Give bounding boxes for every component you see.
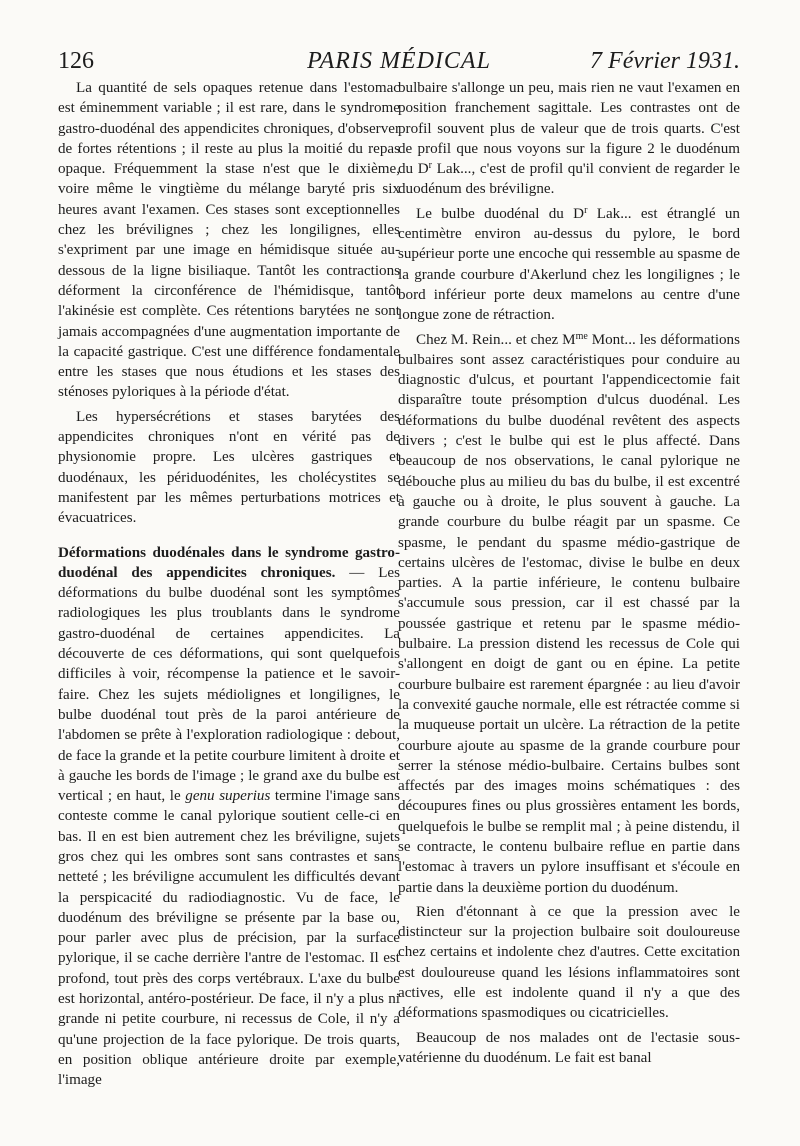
page-number: 126	[58, 48, 94, 74]
left-column	[58, 78, 400, 1095]
paragraph: Rien d'étonnant à ce que la pression avec le distincteur sur la projection bulbaire soit douloureuse chez certains et indolente chez d'autres. Cette excitation est douloureuse quand les lésions inflammatoires sont actives, elle est indolente quand il n'y a que des déformations spasmodiques ou cicatricielles.	[398, 903, 740, 1022]
journal-title: PARIS MÉDICAL	[307, 48, 491, 74]
section-heading: Déformations duodénales dans le syndrome gastro-duodénal des appendicites chroniques.	[58, 544, 400, 581]
paragraph: La quantité de sels opaques retenue dans l'estomac est éminemment variable ; il est rare, dans le syndrome gastro-duodénal des appendicites chroniques, d'observer de fortes rétentions ; il reste au plus la moitié du repas opaque. Fréquemment la stase n'est que le dixième, voire même le vingtième du mélange baryté pris six heures avant l'examen. Ces stases sont exceptionnelles chez les brévilignes ; chez les longilignes, elles s'expriment par une image en hémidisque située au-dessous de la ligne bisiliaque. Tantôt les contractions déforment la circonférence de l'hémidisque, tantôt l'akinésie est complète. Ces rétentions barytées ne sont jamais accompagnées d'une augmentation importante de la capacité gastrique. C'est une différence fondamentale entre les stases que nous étudions et les stases des sténoses pyloriques à la période d'état.	[58, 80, 400, 401]
right-column	[398, 78, 740, 1072]
paragraph: Les hypersécrétions et stases barytées des appendicites chroniques n'ont en vérité pas de physionomie propre. Les ulcères gastriques et duodénaux, les périduodénites, les cholécystites se manifestent par les mêmes perturbations motrices et évacuatrices.	[58, 408, 400, 527]
paragraph: Le bulbe duodénal du $D^r$ Lak... est étranglé un centimètre environ au-dessus du pylore, le bord supérieur porte une encoche qui ressemble au spasme de la grande courbure d'Akerlund chez les longilignes ; le bord inférieur porte deux mamelons au centre d'une longue zone de rétraction.	[398, 204, 740, 324]
section-paragraph: Déformations duodénales dans le syndrome gastro-duodénal des appendicites chroniques. — Les déformations du bulbe duodénal sont les symptômes radiologiques les plus troublants dans le syndrome gastro-duodénal de certaines appendicites. La découverte de ces déformations, qui sont quelquefois difficiles à voir, récompense la patience et le savoir-faire. Chez les sujets médiolignes et longilignes, le bulbe duodénal tout près de la paroi antérieure de l'abdomen se prête à l'exploration radiologique : debout, de face la grande et la petite courbure limitent à droite et à gauche les bords de l'image ; le grand axe du bulbe est vertical ; en haut, le genu superius termine l'image sans conteste comme le canal pylorique soutient celle-ci en bas. Il en est bien autrement chez les bréviligne, sujets gros chez qui les ombres sont sans contrastes et sans netteté ; les bréviligne accumulent les difficultés devant la perspicacité du radiodiagnostic. Vu de face, le duodénum des bréviligne se présente par la base ou, pour parler avec plus de précision, par la surface pylorique, il se cache derrière l'antre de l'estomac. Il est profond, tout près des corps vertébraux. L'axe du bulbe est horizontal, antéro-postérieur. De face, il n'y a plus ni grande ni petite courbure, ni recessus de Cole, il n'y a qu'une projection de la face pylorique. De trois quarts, en position oblique antérieure droite par exemple, l'image	[58, 544, 401, 1089]
issue-date: 7 Février 1931.	[590, 48, 740, 74]
paragraph: Beaucoup de nos malades ont de l'ectasie sous-vatérienne du duodénum. Le fait est banal	[398, 1029, 740, 1066]
paragraph: bulbaire s'allonge un peu, mais rien ne vaut l'examen en position franchement sagittale. Les contrastes ont de profil souvent plus de valeur que de trois quarts. C'est de profil que nous voyons sur la figure 2 le duodénum du $D^r$ Lak..., c'est de profil qu'il convient de regarder le duodénum des bréviligne.	[398, 80, 740, 198]
paragraph: Chez M. Rein... et chez $M^{me}$ Mont... les déformations bulbaires sont assez caractéristiques pour conduire au diagnostic d'ulcus, et pourtant l'appendicectomie fait disparaître toute présomption d'ulcus duodénal. Les déformations du bulbe duodénal revêtent des aspects divers ; c'est le bulbe qui est le plus affecté. Dans beaucoup de nos observations, le canal pylorique ne débouche plus au milieu du bas du bulbe, il est excentré à gauche ou à droite, le plus souvent à gauche. La grande courbure du bulbe réagit par un spasme. Ce spasme, le pendant du spasme médio-gastrique de certains ulcères de l'estomac, divise le bulbe en deux parties. A la partie inférieure, le contenu bulbaire s'accumule sous pression, car il est chassé par la poussée gastrique et retenu par le spasme médio-bulbaire. La pression distend les recessus de Cole qui s'allongent en doigt de gant ou en épine. La petite courbure bulbaire est rarement épargnée : au lieu d'avoir la convexité gauche normale, elle est rétractée comme si la muqueuse portait un ulcère. La rétraction de la petite courbure ajoute au spasme de la grande courbure pour serrer la sténose médio-bulbaire. Certains bulbes sont affectés par des images moins schématiques : des découpures fines ou plus grossières entament les bords, quelquefois le bulbe se remplit mal ; à peine distendu, il se contracte, le contenu bulbaire reflue en partie dans l'estomac à travers un pylore insuffisant et s'écoule en partie dans la deuxième portion du duodénum.	[398, 330, 740, 896]
